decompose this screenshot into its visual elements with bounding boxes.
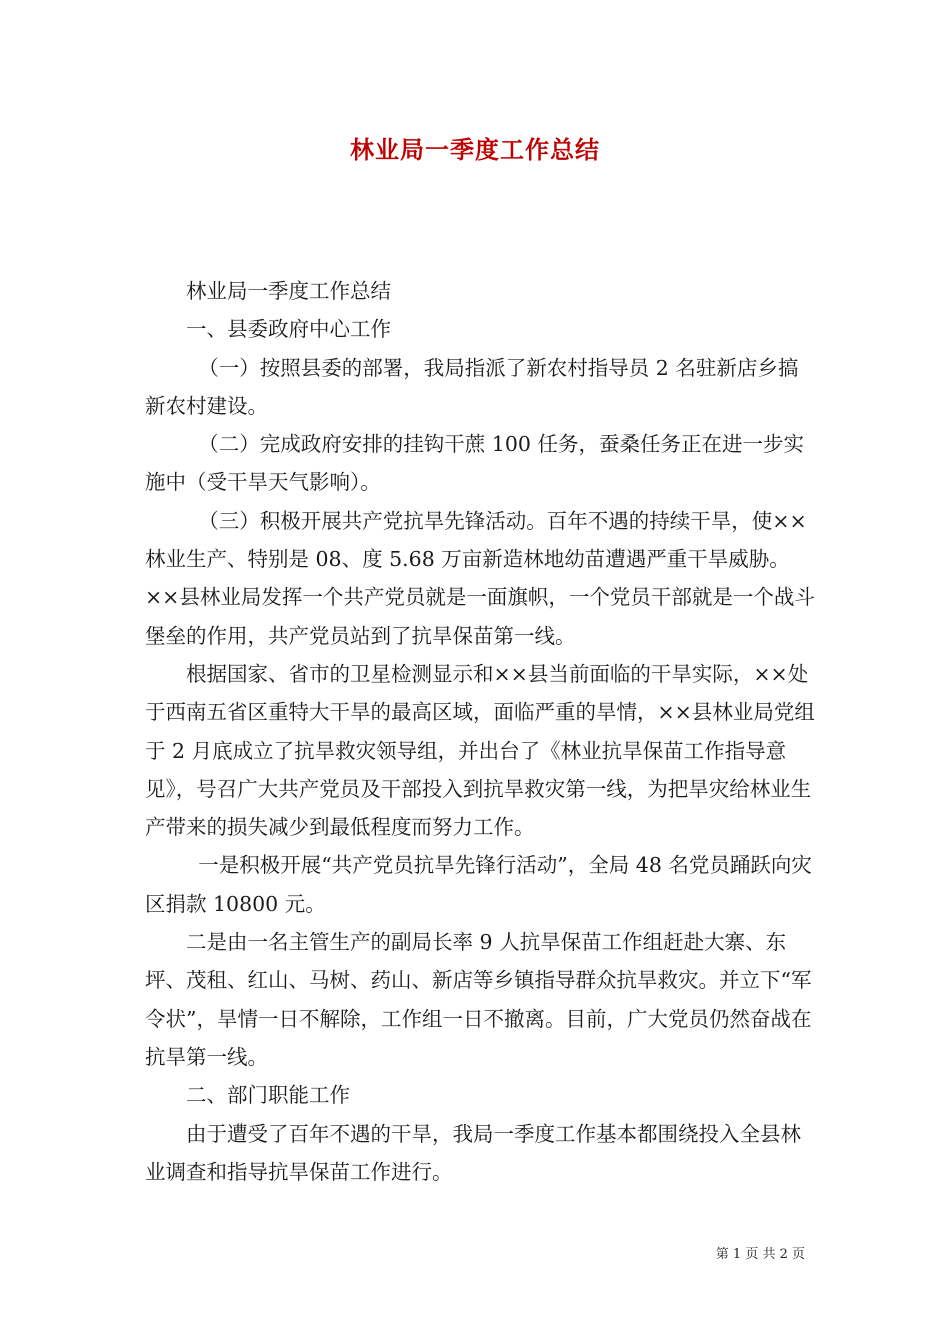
paragraph-department-work: 由于遭受了百年不遇的干旱，我局一季度工作基本都围绕投入全县林业调查和指导抗旱保苗工作进行。 bbox=[145, 1121, 801, 1184]
paragraph-donation: 一是积极开展“共产党员抗旱先锋行活动”，全局 48 名党员踊跃向灾区捐款 10800 元。 bbox=[145, 853, 812, 916]
paragraph-work-group: 二是由一名主管生产的副局长率 9 人抗旱保苗工作组赶赴大寨、东坪、茂租、红山、马树、药山、新店等乡镇指导群众抗旱救灾。并立下“军令状”，旱情一日不解除，工作组一日不撤离。目前，广大党员仍然奋战在抗旱第一线。 bbox=[145, 930, 812, 1069]
document-title: 林业局一季度工作总结 bbox=[350, 135, 600, 164]
section-heading-1: 一、县委政府中心工作 bbox=[186, 317, 391, 342]
paragraph-item-1: （一）按照县委的部署，我局指派了新农村指导员 2 名驻新店乡搞新农村建设。 bbox=[145, 355, 799, 418]
paragraph-drought-response: 根据国家、省市的卫星检测显示和××县当前面临的干旱实际，××处于西南五省区重特大干旱的最高区域，面临严重的旱情，××县林业局党组于 2 月底成立了抗旱救灾领导组，并出台了《林业抗旱保苗工作指导意见》，号召广大共产党员及干部投入到抗旱救灾第一线，为把旱灾给林业生产带来的损失减少到最低程度而努力工作。 bbox=[145, 661, 815, 840]
body-heading: 林业局一季度工作总结 bbox=[186, 279, 391, 303]
paragraph-item-3: （三）积极开展共产党抗旱先锋活动。百年不遇的持续干旱，使××林业生产、特别是 08、度 5.68 万亩新造林地幼苗遭遇严重干旱威胁。××县林业局发挥一个共产党员就是一面旗帜，一个党员干部就是一个战斗堡垒的作用，共产党员站到了抗旱保苗第一线。 bbox=[145, 508, 815, 648]
section-heading-2: 二、部门职能工作 bbox=[186, 1083, 350, 1108]
page-number: 第 1 页 共 2 页 bbox=[715, 1247, 805, 1262]
document-body bbox=[145, 272, 815, 1191]
paragraph-item-2: （二）完成政府安排的挂钩干蔗 100 任务，蚕桑任务正在进一步实施中（受干旱天气影响）。 bbox=[145, 432, 804, 495]
